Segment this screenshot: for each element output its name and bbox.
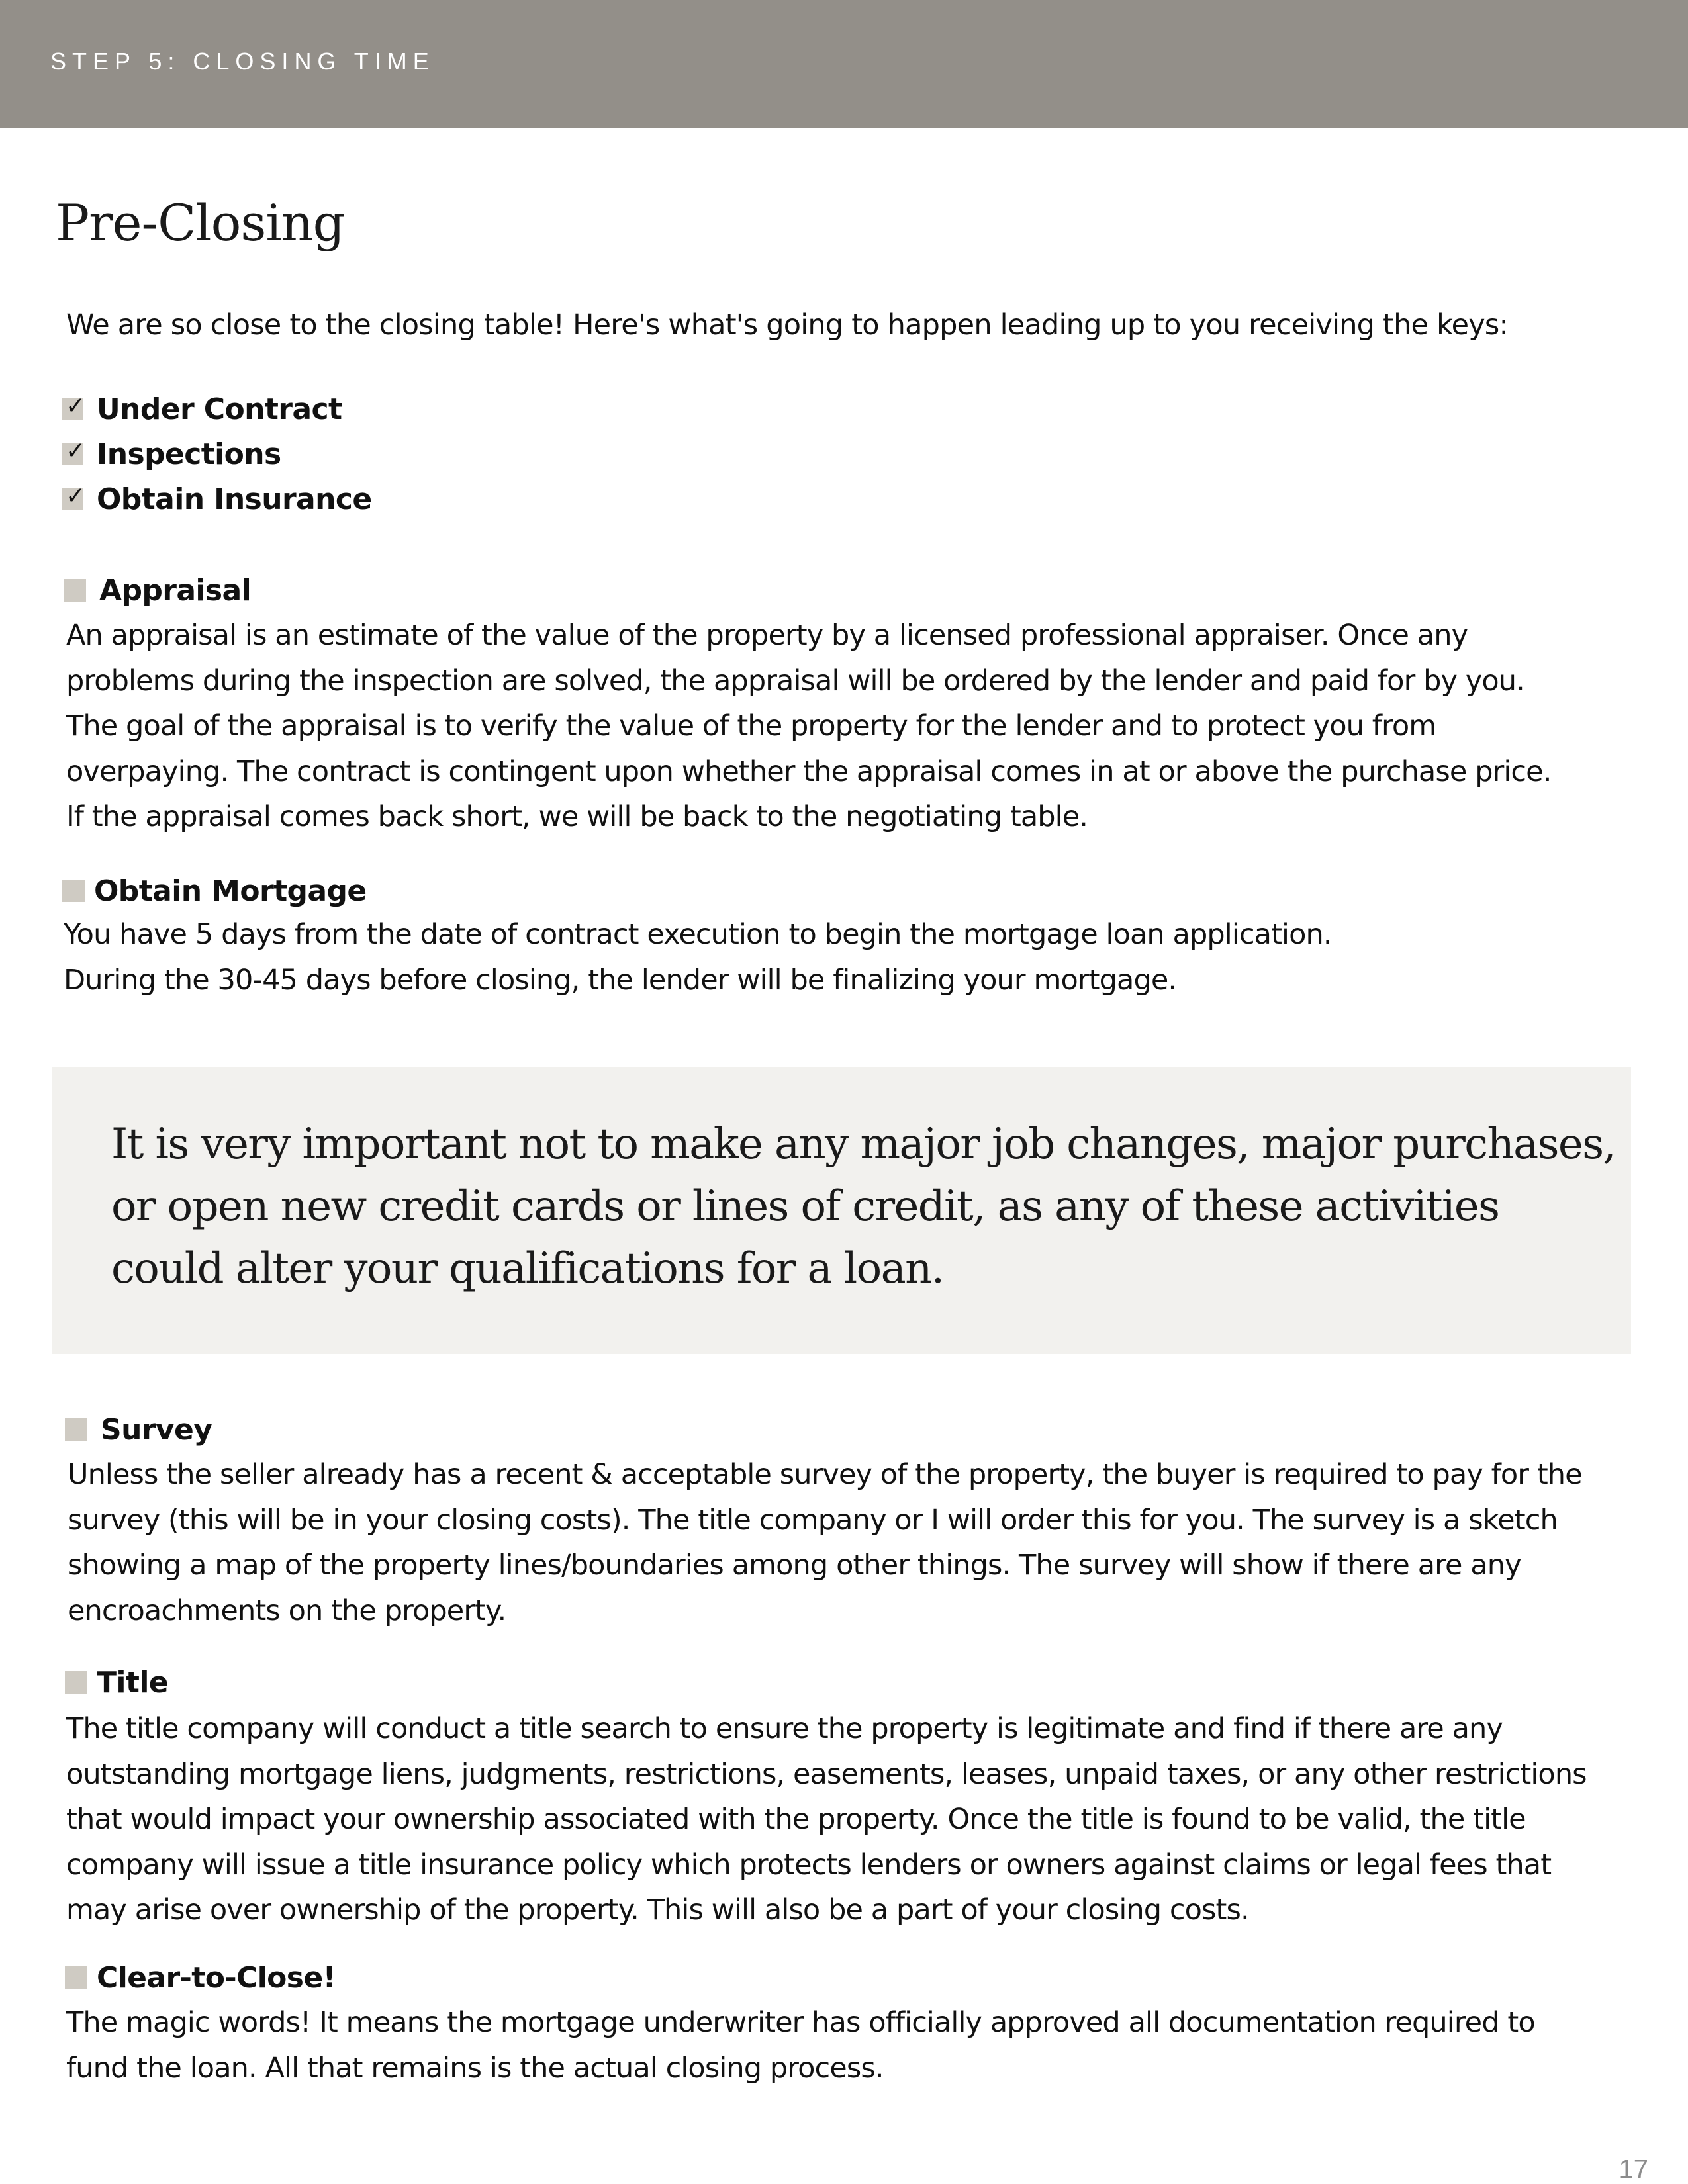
section-label: STEP 5: CLOSING TIME: [50, 48, 435, 75]
checkbox-checked-icon: ✓: [62, 488, 83, 510]
title-text: The title company will conduct a title search to ensure the property is legitimate and find if there are any outstanding mortgage liens, judgments, restrictions, easements, leases, unpaid taxes, or any other restrictions that would impact your ownership associated with the property. Once the title is found to be valid, the title company will issue a title insurance policy which protects lenders or owners against claims or legal fees that may arise over ownership of the property. This will also be a part of your closing costs.: [66, 1712, 1587, 1927]
page-title: Pre-Closing: [56, 193, 345, 252]
appraisal-heading: Appraisal: [64, 570, 251, 610]
checklist-item-inspections: [62, 434, 281, 474]
checkbox-checked-icon: ✓: [62, 443, 83, 465]
title-heading: Title: [65, 1662, 168, 1702]
mortgage-heading: Obtain Mortgage: [62, 871, 367, 911]
checklist-label: Inspections: [97, 437, 281, 471]
appraisal-text: An appraisal is an estimate of the value of the property by a licensed professional appraiser. Once any problems during the inspection are solved, the appraisal will be ordered by the lender and paid for by you. The goal of the appraisal is to verify the value of the property for the lender and to protect you from overpaying. The contract is contingent upon whether the appraisal comes in at or above the purchase price. If the appraisal comes back short, we will be back to the negotiating table.: [66, 619, 1552, 833]
intro-text: We are so close to the closing table! Here's what's going to happen leading up to you receiving the keys:: [66, 308, 1509, 341]
square-bullet-icon: [62, 880, 85, 902]
square-bullet-icon: [65, 1966, 87, 1989]
checklist-item-obtain-insurance: [62, 479, 372, 519]
square-bullet-icon: [65, 1671, 87, 1694]
square-bullet-icon: [65, 1418, 87, 1441]
checklist-item-under-contract: [62, 389, 342, 429]
callout-box: [52, 1067, 1631, 1354]
survey-text: Unless the seller already has a recent & acceptable survey of the property, the buyer is required to pay for the survey (this will be in your closing costs). The title company or I will order this for you. The survey is a sketch showing a map of the property lines/boundaries among other things. The survey will show if there are any encroachments on the property.: [68, 1458, 1582, 1627]
mortgage-text: You have 5 days from the date of contract execution to begin the mortgage loan application. During the 30-45 days before closing, the lender will be finalizing your mortgage.: [64, 918, 1332, 997]
survey-heading: Survey: [65, 1410, 212, 1449]
page-number: 17: [1618, 2155, 1648, 2184]
square-bullet-icon: [64, 579, 86, 602]
checklist-label: Under Contract: [97, 392, 342, 426]
clear-to-close-text: The magic words! It means the mortgage underwriter has officially approved all documentation required to fund the loan. All that remains is the actual closing process.: [66, 2006, 1535, 2085]
checklist-label: Obtain Insurance: [97, 482, 372, 516]
clear-to-close-heading: Clear-to-Close!: [65, 1958, 336, 1997]
callout-text: It is very important not to make any major job changes, major purchases, or open new credit cards or lines of credit, as any of these activities could alter your qualifications for a loan.: [111, 1120, 1616, 1293]
header-bar: [0, 0, 1688, 128]
checkbox-checked-icon: ✓: [62, 398, 83, 420]
